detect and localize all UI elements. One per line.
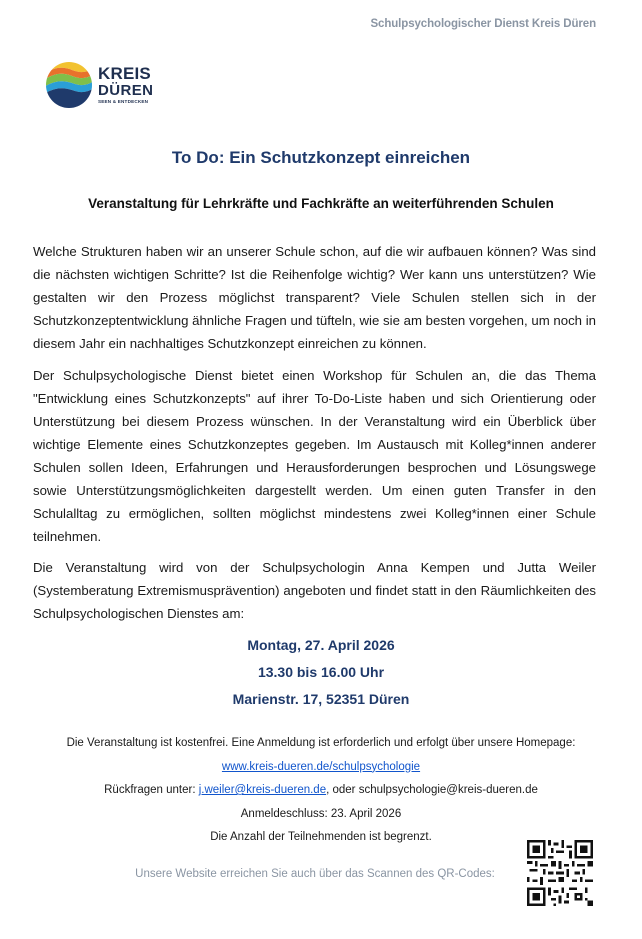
event-address: Marienstr. 17, 52351 Düren	[232, 691, 410, 707]
contact-line	[0, 779, 642, 803]
logo-line-kreis: KREIS	[98, 64, 151, 84]
contact-email-link[interactable]: j.weiler@kreis-dueren.de	[198, 784, 327, 796]
logo-line-dueren: DÜREN	[98, 82, 154, 100]
participant-limit: Die Anzahl der Teilnehmenden ist begrenzt.	[210, 831, 432, 843]
registration-note: Die Veranstaltung ist kostenfrei. Eine Anmeldung ist erforderlich und erfolgt über unsere Homepage:	[66, 737, 576, 749]
page-subtitle: Veranstaltung für Lehrkräfte und Fachkräfte an weiterführenden Schulen	[88, 196, 554, 211]
contact-suffix: , oder schulpsychologie@kreis-dueren.de	[326, 784, 538, 796]
workshop-paragraph: Der Schulpsychologische Dienst bietet einen Workshop für Schulen an, die das Thema "Entwicklung eines Schutzkonzepts" auf ihrer To-Do-Liste haben und sich Orientierung oder Unterstützung bei diesem Prozess wünschen. In der Veranstaltung wird ein Überblick über wichtige Elemente eines Schutzkonzeptes gegeben. Im Austausch mit Kolleg*innen anderer Schulen sollen Ideen, Erfahrungen und Herausforderungen besprochen und Lösungswege sowie Unterstützungsmöglichkeiten dargestellt werden. Um einen guten Transfer in den Schulalltag zu ermöglichen, sollten möglichst mindestens zwei Kolleg*innen einer Schule teilnehmen.	[33, 368, 596, 544]
kreis-dueren-logo	[44, 60, 153, 110]
footer-info	[0, 732, 642, 850]
qr-note: Unsere Website erreichen Sie auch über das Scannen des QR-Codes:	[135, 868, 495, 880]
logo-tagline: SEEN & ENTDECKEN	[98, 99, 149, 105]
event-time: 13.30 bis 16.00 Uhr	[257, 664, 385, 680]
logo-emblem-icon	[44, 60, 94, 110]
qr-code-icon[interactable]	[527, 840, 593, 906]
contact-prefix: Rückfragen unter:	[104, 784, 199, 796]
registration-deadline: Anmeldeschluss: 23. April 2026	[240, 807, 402, 820]
organizer-paragraph: Die Veranstaltung wird von der Schulpsychologin Anna Kempen und Jutta Weiler (Systemberatung Extremismusprävention) angeboten und findet statt in den Räumlichkeiten des Schulpsychologischen Dienstes am:	[33, 560, 596, 621]
event-details	[0, 632, 642, 713]
page-title: To Do: Ein Schutzkonzept einreichen	[171, 148, 471, 167]
homepage-link[interactable]: www.kreis-dueren.de/schulpsychologie	[221, 760, 421, 773]
event-date: Montag, 27. April 2026	[247, 637, 395, 653]
intro-paragraph: Welche Strukturen haben wir an unserer Schule schon, auf die wir aufbauen können? Was sind die nächsten wichtigen Schritte? Ist die Reihenfolge wichtig? Wer kann uns unterstützen? Wie gestalten wir den Prozess möglichst transparent? Viele Schulen stellen sich in der Schutzkonzeptentwicklung ähnliche Fragen und tüfteln, wie sie am besten vorgehen, um noch in diesem Jahr ein nachhaltiges Schutzkonzept einreichen zu können.	[33, 244, 596, 351]
header-organization: Schulpsychologischer Dienst Kreis Düren	[370, 18, 596, 30]
